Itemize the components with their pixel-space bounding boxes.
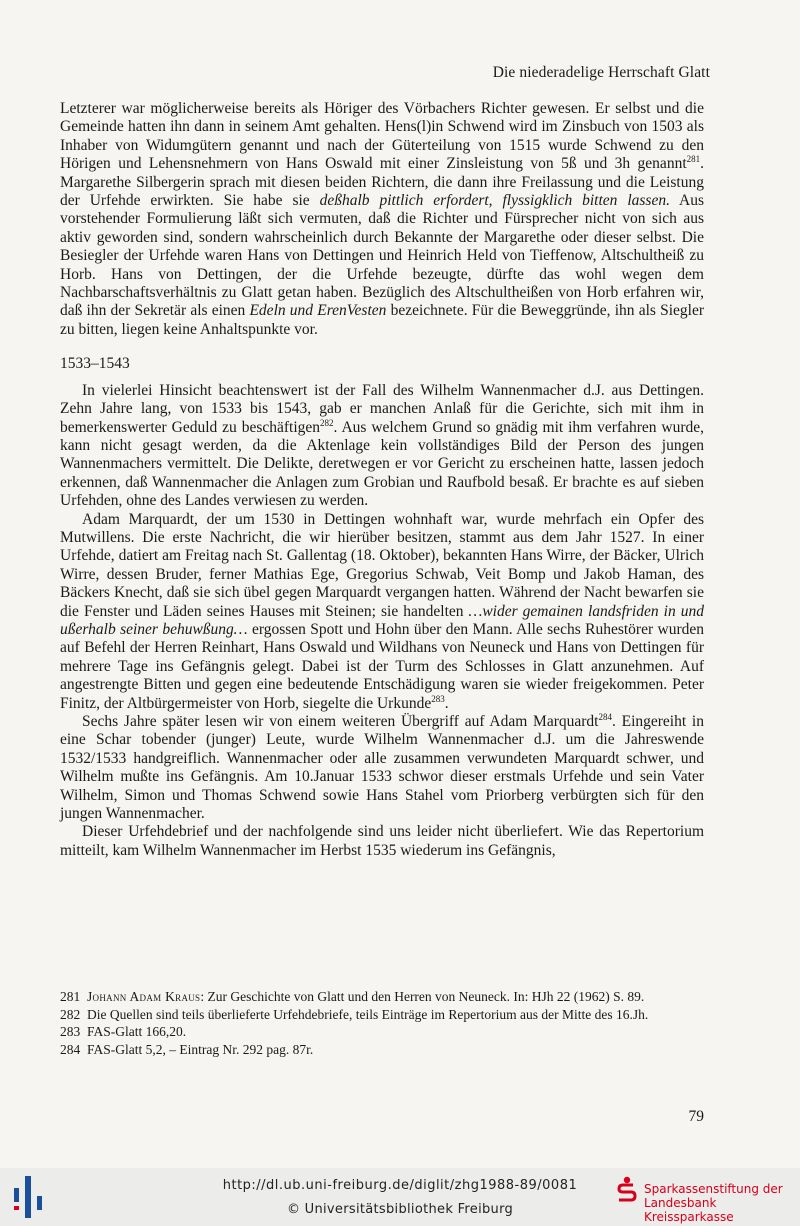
- text-run: . Margarethe Silbergerin sprach mit diesen beiden Richtern, die dann ihre Freilassung und die Leistung der Urfehde erwirkten. Sie habe sie: [60, 155, 704, 210]
- text-run: . Eingereiht in eine Schar tobender (junger) Leute, wurde Wilhelm Wannenmacher d.J. um die Jahreswende 1532/1533 handgreiflich. Wannenmacher oder alle zusammen verwundeten Marquardt schwer, und Wilhelm mußte ins Gefängnis. Am 10.Januar 1533 schwor dieser erstmals Urfehde und sein Vater Wilhelm, Simon und Thomas Schwend sowie Hans Stahel vom Priorberg verbürgten sich für den jungen Wannenmacher.: [60, 713, 704, 823]
- body-text: [60, 100, 704, 860]
- section-heading: 1533–1543: [60, 355, 130, 373]
- permalink-url[interactable]: http://dl.ub.uni-freiburg.de/diglit/zhg1988-89/0081: [222, 1178, 578, 1193]
- footnote-number: 284: [60, 1041, 81, 1057]
- text-run: Sechs Jahre später lesen wir von einem weiteren Übergriff auf Adam Marquardt: [82, 713, 599, 730]
- footnote: [60, 988, 704, 1006]
- footnote-text: : Zur Geschichte von Glatt und den Herren von Neuneck. In: HJh 22 (1962) S. 89.: [200, 989, 645, 1004]
- footnote-ref[interactable]: 282: [320, 417, 334, 428]
- text-run: Aus vorstehender Formulierung läßt sich vermuten, daß die Richter und Fürsprecher nicht von sich aus aktiv geworden sind, sondern wahrscheinlich durch Bekannte der Margarethe oder dieser selbst. Die Besiegler der Urfehde waren Hans von Dettingen und Heinrich Held von Tieffenow, Altschultheiß zu Horb. Hans von Dettingen, der die Urfehde bezeugte, dürfte das wohl wegen dem Nachbarschaftsverhältnis zu Glatt getan haben. Bezüglich des Altschultheißen von Horb erfahren wir, daß ihn der Sekretär als einen: [60, 192, 705, 320]
- footnote-ref[interactable]: 281: [686, 154, 701, 165]
- footnote-number: 283: [60, 1024, 81, 1039]
- text-run: bezeichnete. Für die Beweggründe, ihn als Siegler zu bitten, liegen keine Anhaltspunkte vor.: [60, 302, 704, 338]
- text-run: ergossen Spott und Hohn über den Mann. Alle sechs Ruhestörer wurden auf Befehl der Herren Reinhart, Hans Oswald und Wildhans von Neuneck und Hans von Dettingen für mehrere Tage ins Gefängnis gelegt. Dabei ist der Turm des Schlosses in Glatt anzunehmen. Auf angestrengte Bitten und gegen eine bedeutende Entschädigung waren sie wieder freigekommen. Peter Finitz, der Altbürgermeister von Horb, siegelte die Urkunde: [60, 620, 704, 712]
- footnote-text: FAS-Glatt 5,2, – Eintrag Nr. 292 pag. 87r.: [87, 1041, 314, 1057]
- text-run: Letzterer war möglicherweise bereits als Höriger des Vörbachers Richter gewesen. Er selbst und die Gemeinde hatten ihn dann in seinem Amt gehalten. Hens(l)in Schwend wird im Zinsbuch von 1503 als Inhaber von Widumgütern genannt und nach der Güterteilung von 1515 wurde Schwend zu den Hörigen und Lehensnehmern von Hans Oswald mit einer Zinsleistung von 5ß und 3h genannt: [60, 100, 704, 173]
- copyright-notice: © Universitätsbibliothek Freiburg: [286, 1202, 514, 1217]
- text-run: .: [444, 694, 449, 712]
- footnote-ref[interactable]: 284: [598, 712, 612, 722]
- footnote-text: Die Quellen sind teils überlieferte Urfehdebriefe, teils Einträge im Repertorium aus der Mitte des 16.Jh.: [87, 1006, 649, 1022]
- footnote: [60, 1041, 704, 1059]
- quoted-source-text: …wider gemainen landsfriden in und ußerhalb seiner behuwßung…: [60, 602, 704, 638]
- footnote-number: 282: [60, 1006, 81, 1022]
- sponsor-line-2: Landesbank Kreissparkasse: [644, 1196, 734, 1224]
- footnote-text: FAS-Glatt 166,20.: [87, 1024, 187, 1039]
- body-paragraph: [60, 713, 704, 823]
- text-run: Adam Marquardt, der um 1530 in Dettingen wohnhaft war, wurde mehrfach ein Opfer des Mutwillens. Die erste Nachricht, die wir hierüber besitzen, stammt aus dem Jahr 1527. In einer Urfehde, datiert am Freitag nach St. Gallentag (18. Oktober), bekannten Hans Wirre, der Bäcker, Ulrich Wirre, dessen Bruder, ferner Mathias Ege, Gregorius Schwab, Veit Bomp und Jakob Haman, des Bäckers Knecht, daß sie sich übel gegen Marquardt vergangen hatten. Während der Nacht bewarfen sie die Fenster und Läden seines Hauses mit Steinen; sie handelten: [60, 510, 704, 620]
- footnote: [60, 1023, 704, 1041]
- footnote-ref[interactable]: 283: [431, 693, 445, 704]
- viewer-footer: [0, 1168, 800, 1226]
- running-head: Die niederadelige Herrschaft Glatt: [492, 64, 710, 81]
- text-run: Dieser Urfehdebrief und der nachfolgende sind uns leider nicht überliefert. Wie das Repertorium mitteilt, kam Wilhelm Wannenmacher im Herbst 1535 wiederum ins Gefängnis,: [60, 823, 704, 859]
- body-paragraph: [60, 823, 704, 860]
- quoted-source-text: Edeln und ErenVesten: [249, 302, 387, 320]
- text-run: . Aus welchem Grund so gnädig mit ihm verfahren wurde, kann nicht gesagt werden, da die Aktenlage kein vollständiges Bild der Person des jungen Wannenmachers vermittelt. Die Delikte, deretwegen er vor Gericht zu erscheinen hatte, lassen jedoch erkennen, daß Wannenmacher die Anlagen zum Grobian und Raufbold besaß. Er brachte es auf sieben Urfehden, ohne des Landes verwiesen zu werden.: [60, 418, 705, 510]
- sparkasse-s-logo-icon: [616, 1176, 638, 1202]
- sponsor-text: [644, 1182, 800, 1224]
- body-paragraph: [60, 511, 704, 713]
- body-paragraph: [60, 382, 704, 511]
- footnote-number: 281: [60, 989, 81, 1004]
- text-run: In vielerlei Hinsicht beachtenswert ist der Fall des Wilhelm Wannenmacher d.J. aus Dettingen. Zehn Jahre lang, von 1533 bis 1543, gab er manchen Anlaß für die Gerichte, sich mit ihm in bemerkenswerter Geduld zu beschäftigen: [60, 381, 704, 436]
- page-number: 79: [688, 1108, 704, 1125]
- footnote: [60, 1006, 704, 1024]
- footnote-author: Johann Adam Kraus: [87, 989, 201, 1004]
- quoted-source-text: deßhalb pittlich erfordert, flyssigklich bitten lassen.: [319, 192, 670, 210]
- footnotes: [60, 988, 704, 1058]
- body-paragraph: [60, 100, 704, 339]
- sponsor-line-1: Sparkassenstiftung der: [644, 1182, 783, 1196]
